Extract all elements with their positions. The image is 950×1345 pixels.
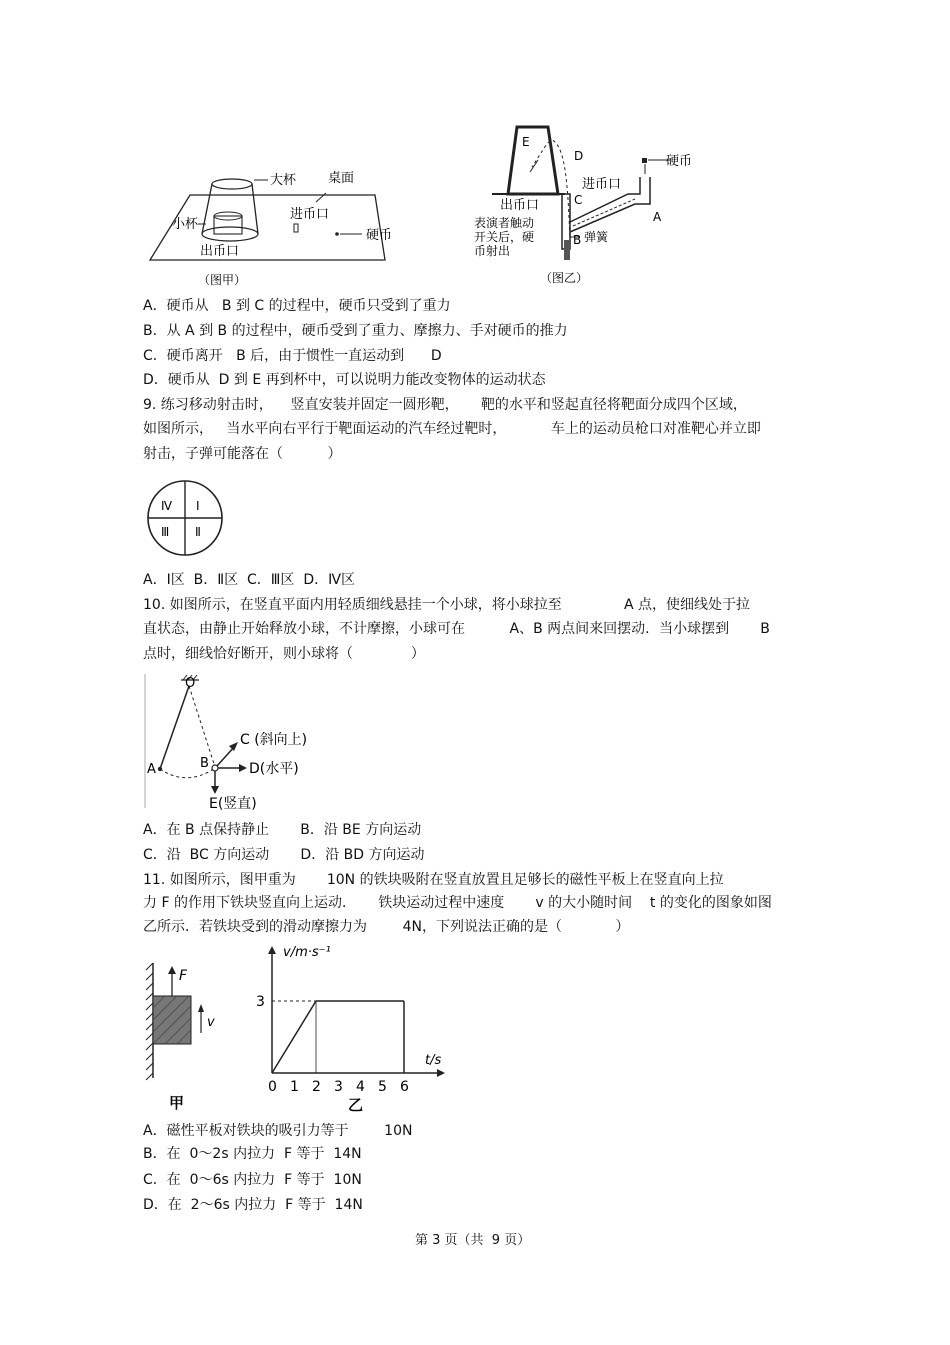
label-coin: 硬币	[666, 154, 693, 169]
vt-chart	[245, 940, 455, 1118]
zone-III: Ⅲ	[161, 525, 170, 539]
zone-I: Ⅰ	[196, 499, 200, 513]
q8-option-b: B．从 A 到 B 的过程中，硬币受到了重力、摩擦力、手对硬币的推力	[143, 323, 568, 339]
pendulum-figure	[143, 672, 323, 812]
label-coin: 硬币	[366, 228, 393, 243]
label-E-vertical: E(竖直)	[209, 796, 257, 812]
label-O: O	[185, 676, 196, 691]
q10-options-ab: A．在 B 点保持静止 B．沿 BE 方向运动	[143, 822, 422, 838]
zone-II: Ⅱ	[195, 525, 201, 539]
label-small-cup: 小杯	[172, 217, 199, 232]
label-B: B	[573, 233, 582, 247]
q10-options-cd: C．沿 BC 方向运动 D．沿 BD 方向运动	[143, 847, 425, 863]
caption-jia: （图甲）	[198, 273, 247, 287]
q11-stem-line-1: 11. 如图所示，图甲重为 10N 的铁块吸附在竖直放置且足够长的磁性平板上在竖直向上拉	[143, 872, 724, 888]
label-big-cup: 大杯	[270, 173, 297, 188]
note-line-1: 表演者触动	[474, 216, 535, 230]
q11-option-a: A．磁性平板对铁块的吸引力等于 10N	[143, 1123, 413, 1139]
label-C-up: C (斜向上)	[240, 732, 308, 748]
q9-stem-line-2: 如图所示， 当水平向右平行于靶面运动的汽车经过靶时， 车上的运动员枪口对准靶心并立即	[143, 421, 761, 437]
x-tick-label: 4	[356, 1079, 365, 1095]
figure-jia	[140, 162, 430, 290]
q10-stem-line-2: 直状态，由静止开始释放小球，不计摩擦，小球可在 A、B 两点间来回摆动．当小球摆到 B	[143, 621, 770, 637]
q10-stem-line-3: 点时，细线恰好断开，则小球将（ ）	[143, 646, 425, 662]
q8-option-c: C．硬币离开 B 后，由于惯性一直运动到 D	[143, 348, 442, 364]
page-footer: 第 3 页（共 9 页）	[415, 1233, 531, 1248]
figure-yi	[470, 122, 700, 290]
label-E: E	[522, 135, 530, 149]
x-tick-label: 0	[268, 1079, 277, 1095]
label-v: v	[207, 1015, 215, 1030]
label-B: B	[200, 756, 209, 771]
label-D: D	[574, 149, 584, 163]
q11-stem-line-2: 力 F 的作用下铁块竖直向上运动． 铁块运动过程中速度 v 的大小随时间 t 的变化的图象如图	[143, 895, 772, 911]
series-segment	[272, 1001, 316, 1073]
label-coin-out: 出币口	[200, 244, 240, 259]
x-tick-label: 6	[400, 1079, 409, 1095]
figure-q11-jia	[143, 958, 233, 1118]
label-C: C	[574, 193, 583, 207]
q11-option-d: D．在 2～6s 内拉力 F 等于 14N	[143, 1197, 363, 1213]
x-tick-label: 5	[378, 1079, 387, 1095]
label-coin-in: 进币口	[582, 177, 622, 192]
y-tick-label: 3	[256, 994, 265, 1010]
caption-jia: 甲	[169, 1094, 185, 1112]
q8-option-d: D．硬币从 D 到 E 再到杯中，可以说明力能改变物体的运动状态	[143, 372, 546, 388]
q9-stem-line-3: 射击，子弹可能落在（ ）	[143, 446, 342, 462]
x-tick-label: 2	[312, 1079, 321, 1095]
target-figure	[145, 478, 225, 558]
label-coin-in: 进币口	[290, 207, 330, 222]
q9-options: A．Ⅰ区 B．Ⅱ区 C．Ⅲ区 D．Ⅳ区	[143, 572, 356, 588]
x-axis-label: t/s	[425, 1053, 442, 1068]
q11-option-c: C．在 0～6s 内拉力 F 等于 10N	[143, 1172, 362, 1188]
label-D-horizontal: D(水平)	[249, 761, 299, 777]
label-coin-out: 出币口	[500, 198, 540, 213]
note-line-3: 币射出	[474, 244, 511, 258]
x-tick-label: 3	[334, 1079, 343, 1095]
q9-stem-line-1: 9. 练习移动射击时， 竖直安装并固定一圆形靶， 靶的水平和竖起直径将靶面分成四个区域，	[143, 397, 747, 413]
q8-option-a: A．硬币从 B 到 C 的过程中，硬币只受到了重力	[143, 298, 451, 314]
q11-stem-line-3: 乙所示．若铁块受到的滑动摩擦力为 4N，下列说法正确的是（ ）	[143, 919, 630, 935]
caption-yi: （图乙）	[540, 271, 589, 285]
zone-IV: Ⅳ	[161, 499, 173, 513]
label-spring: 弹簧	[584, 230, 609, 244]
y-axis-label: v/m·s⁻¹	[283, 945, 331, 960]
label-table: 桌面	[328, 171, 355, 186]
x-tick-label: 1	[290, 1079, 299, 1095]
q11-option-b: B．在 0～2s 内拉力 F 等于 14N	[143, 1146, 362, 1162]
label-A: A	[653, 210, 662, 224]
caption-yi: 乙	[348, 1096, 364, 1114]
label-F: F	[179, 968, 188, 984]
label-A: A	[147, 762, 156, 777]
q10-stem-line-1: 10. 如图所示，在竖直平面内用轻质细线悬挂一个小球，将小球拉至 A 点，使细线处于拉	[143, 597, 751, 613]
note-line-2: 开关后，硬	[474, 230, 535, 244]
